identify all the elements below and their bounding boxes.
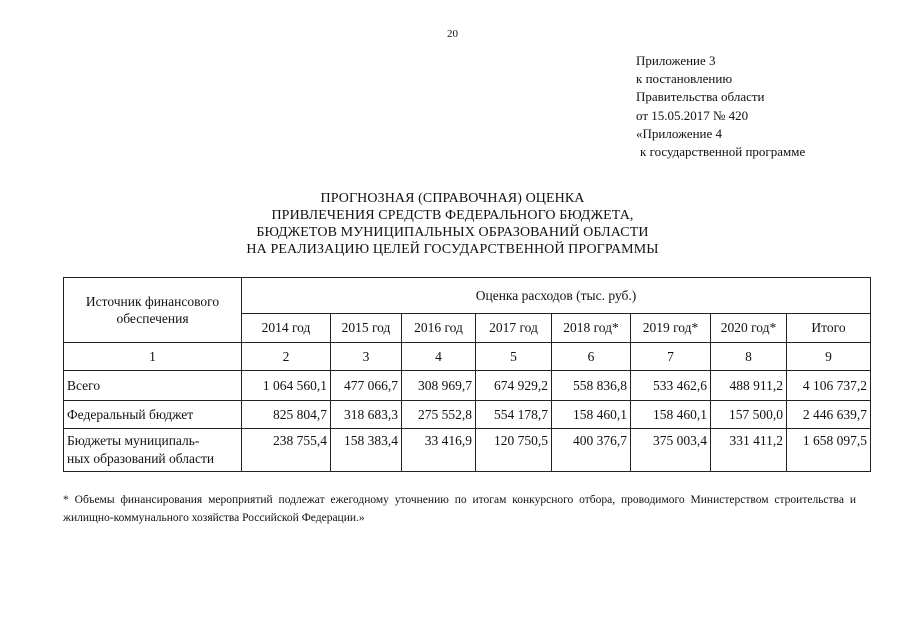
appendix-line: к государственной программе: [640, 144, 806, 160]
year-header-cell: 2017 год: [476, 314, 552, 343]
budget-table: [63, 277, 871, 472]
column-number-cell: 1: [64, 343, 242, 371]
source-header-line: Источник финансового: [85, 294, 220, 309]
value-cell: 157 500,0: [711, 401, 787, 429]
row-label-line: Всего: [67, 377, 101, 393]
value-cell: 400 376,7: [552, 429, 631, 472]
source-header-cell: [64, 278, 242, 343]
value-cell: 308 969,7: [402, 371, 476, 401]
footnote: * Объемы финансирования мероприятий подлежат ежегодному уточнению по итогам конкурсного отбора, проводимого Министерством строительства и жилищно-коммунального хозяйства Российской Федерации.»: [63, 494, 856, 524]
value-cell: 120 750,5: [476, 429, 552, 472]
appendix-line: «Приложение 4: [636, 125, 723, 141]
year-header-cell: 2015 год: [331, 314, 402, 343]
column-number-cell: 5: [476, 343, 552, 371]
source-header-line: обеспечения: [116, 311, 189, 326]
value-cell: 375 003,4: [631, 429, 711, 472]
value-cell: 477 066,7: [331, 371, 402, 401]
row-label-cell: [64, 401, 242, 429]
appendix-line: Приложение 3: [636, 53, 716, 68]
table-row: [64, 371, 871, 401]
table-header-row: [64, 278, 871, 314]
year-header-cell: 2014 год: [242, 314, 331, 343]
title-line: ПРОГНОЗНАЯ (СПРАВОЧНАЯ) ОЦЕНКА: [320, 191, 585, 206]
value-cell: 275 552,8: [402, 401, 476, 429]
table-row: [64, 429, 871, 472]
appendix-line: от 15.05.2017 № 420: [636, 107, 749, 123]
column-number-cell: 9: [787, 343, 871, 371]
appendix-reference: [636, 52, 805, 161]
value-cell: 331 411,2: [711, 429, 787, 472]
page-number: 20: [447, 28, 458, 40]
value-cell: 318 683,3: [331, 401, 402, 429]
column-number-cell: 7: [631, 343, 711, 371]
value-cell: 158 460,1: [552, 401, 631, 429]
title-line: ПРИВЛЕЧЕНИЯ СРЕДСТВ ФЕДЕРАЛЬНОГО БЮДЖЕТА,: [271, 208, 634, 223]
total-value-cell: 1 658 097,5: [787, 429, 871, 472]
value-cell: 158 460,1: [631, 401, 711, 429]
column-number-cell: 4: [402, 343, 476, 371]
value-cell: 238 755,4: [242, 429, 331, 472]
value-cell: 558 836,8: [552, 371, 631, 401]
appendix-line: к постановлению: [636, 71, 733, 87]
value-cell: 488 911,2: [711, 371, 787, 401]
total-header-cell: Итого: [787, 314, 871, 343]
column-number-cell: 6: [552, 343, 631, 371]
estimate-header-cell: Оценка расходов (тыс. руб.): [242, 278, 871, 314]
value-cell: 674 929,2: [476, 371, 552, 401]
row-label-cell: [64, 429, 242, 472]
table-row: [64, 401, 871, 429]
column-number-cell: 8: [711, 343, 787, 371]
year-header-cell: 2018 год*: [552, 314, 631, 343]
row-label-cell: [64, 371, 242, 401]
title-line: НА РЕАЛИЗАЦИЮ ЦЕЛЕЙ ГОСУДАРСТВЕННОЙ ПРОГРАММЫ: [246, 242, 659, 257]
row-label-line: Бюджеты муниципаль-: [67, 433, 200, 448]
value-cell: 554 178,7: [476, 401, 552, 429]
column-number-cell: 2: [242, 343, 331, 371]
column-number-cell: 3: [331, 343, 402, 371]
row-label-line: Федеральный бюджет: [67, 406, 194, 422]
year-header-cell: 2020 год*: [711, 314, 787, 343]
total-value-cell: 4 106 737,2: [787, 371, 871, 401]
appendix-line: Правительства области: [636, 89, 765, 105]
row-label-line: ных образований области: [67, 451, 215, 466]
value-cell: 158 383,4: [331, 429, 402, 472]
column-number-row: [64, 343, 871, 371]
value-cell: 533 462,6: [631, 371, 711, 401]
year-header-cell: 2016 год: [402, 314, 476, 343]
total-value-cell: 2 446 639,7: [787, 401, 871, 429]
title-line: БЮДЖЕТОВ МУНИЦИПАЛЬНЫХ ОБРАЗОВАНИЙ ОБЛАСТИ: [256, 225, 649, 240]
value-cell: 1 064 560,1: [242, 371, 331, 401]
year-header-cell: 2019 год*: [631, 314, 711, 343]
value-cell: 33 416,9: [402, 429, 476, 472]
document-title: [0, 190, 905, 258]
value-cell: 825 804,7: [242, 401, 331, 429]
